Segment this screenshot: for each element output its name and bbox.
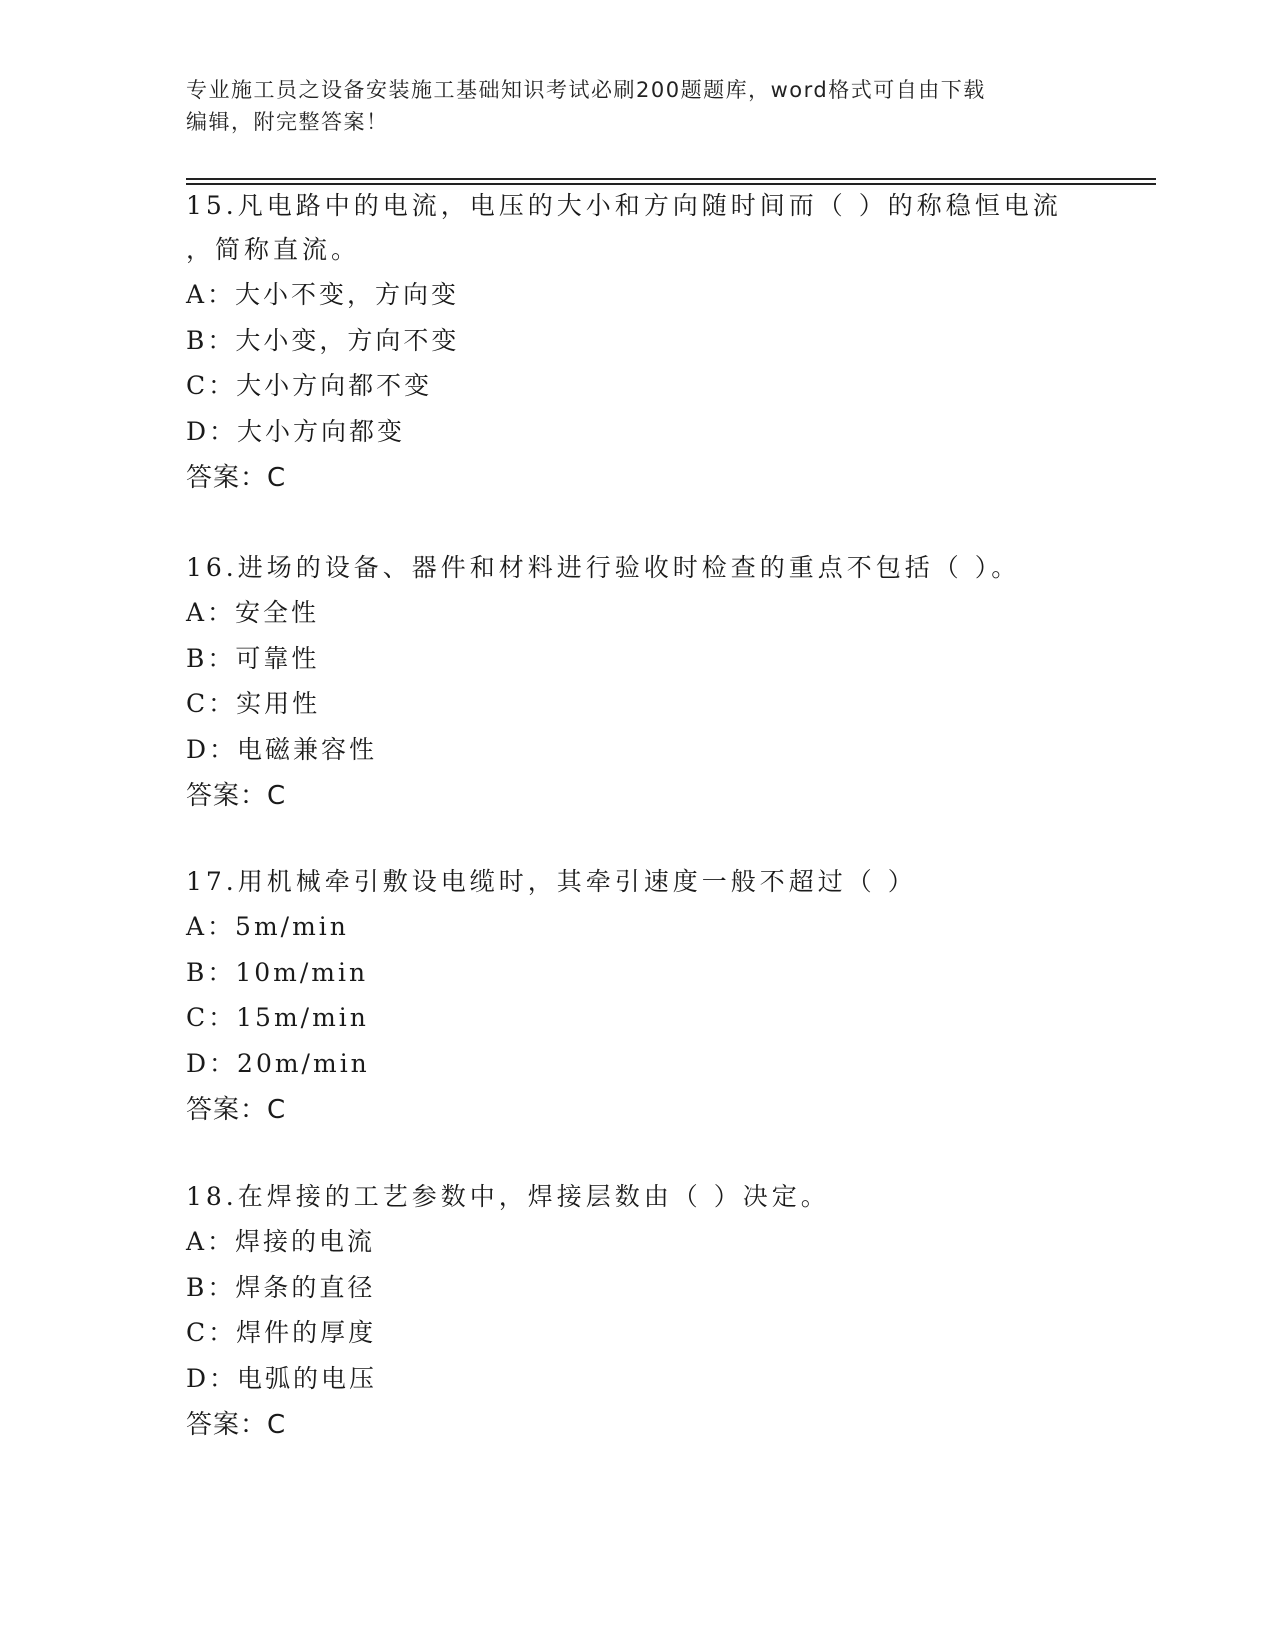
option-a: A：5m/min (186, 912, 349, 941)
question-text: 18.在焊接的工艺参数中，焊接层数由（ ）决定。 (186, 1182, 830, 1211)
question-text: 17.用机械牵引敷设电缆时，其牵引速度一般不超过（ ） (186, 867, 917, 896)
question-16 (186, 546, 1086, 819)
option-c: C：15m/min (186, 1003, 369, 1033)
option-d: D：20m/min (186, 1049, 370, 1079)
option-a: A：安全性 (186, 598, 320, 627)
question-17 (186, 860, 1086, 1133)
option-d: D：大小方向都变 (186, 417, 406, 447)
header-line-1: 专业施工员之设备安装施工基础知识考试必刷200题题库，word格式可自由下载 (186, 78, 986, 102)
option-b: B：大小变，方向不变 (186, 325, 460, 355)
question-text: 15.凡电路中的电流，电压的大小和方向随时间而（ ）的称稳恒电流 (186, 191, 1062, 220)
header-divider-top (186, 178, 1156, 180)
option-b: B：可靠性 (186, 643, 320, 673)
answer: 答案：C (186, 780, 287, 811)
answer: 答案：C (186, 1409, 287, 1440)
option-d: D：电弧的电压 (186, 1364, 378, 1394)
option-c: C：大小方向都不变 (186, 371, 433, 401)
question-18 (186, 1175, 1086, 1448)
option-b: B：10m/min (186, 957, 369, 987)
option-a: A：焊接的电流 (186, 1227, 376, 1256)
question-text: 16.进场的设备、器件和材料进行验收时检查的重点不包括（ ）。 (186, 553, 1021, 582)
answer: 答案：C (186, 462, 287, 493)
answer: 答案：C (186, 1094, 287, 1125)
option-b: B：焊条的直径 (186, 1272, 376, 1302)
header-line-2: 编辑，附完整答案！ (186, 110, 389, 134)
question-text-continued: ，简称直流。 (186, 235, 361, 264)
option-a: A：大小不变，方向变 (186, 280, 460, 309)
option-c: C：焊件的厚度 (186, 1318, 377, 1348)
option-d: D：电磁兼容性 (186, 735, 378, 765)
document-header (186, 74, 1086, 138)
option-c: C：实用性 (186, 689, 321, 719)
question-15 (186, 184, 1086, 501)
